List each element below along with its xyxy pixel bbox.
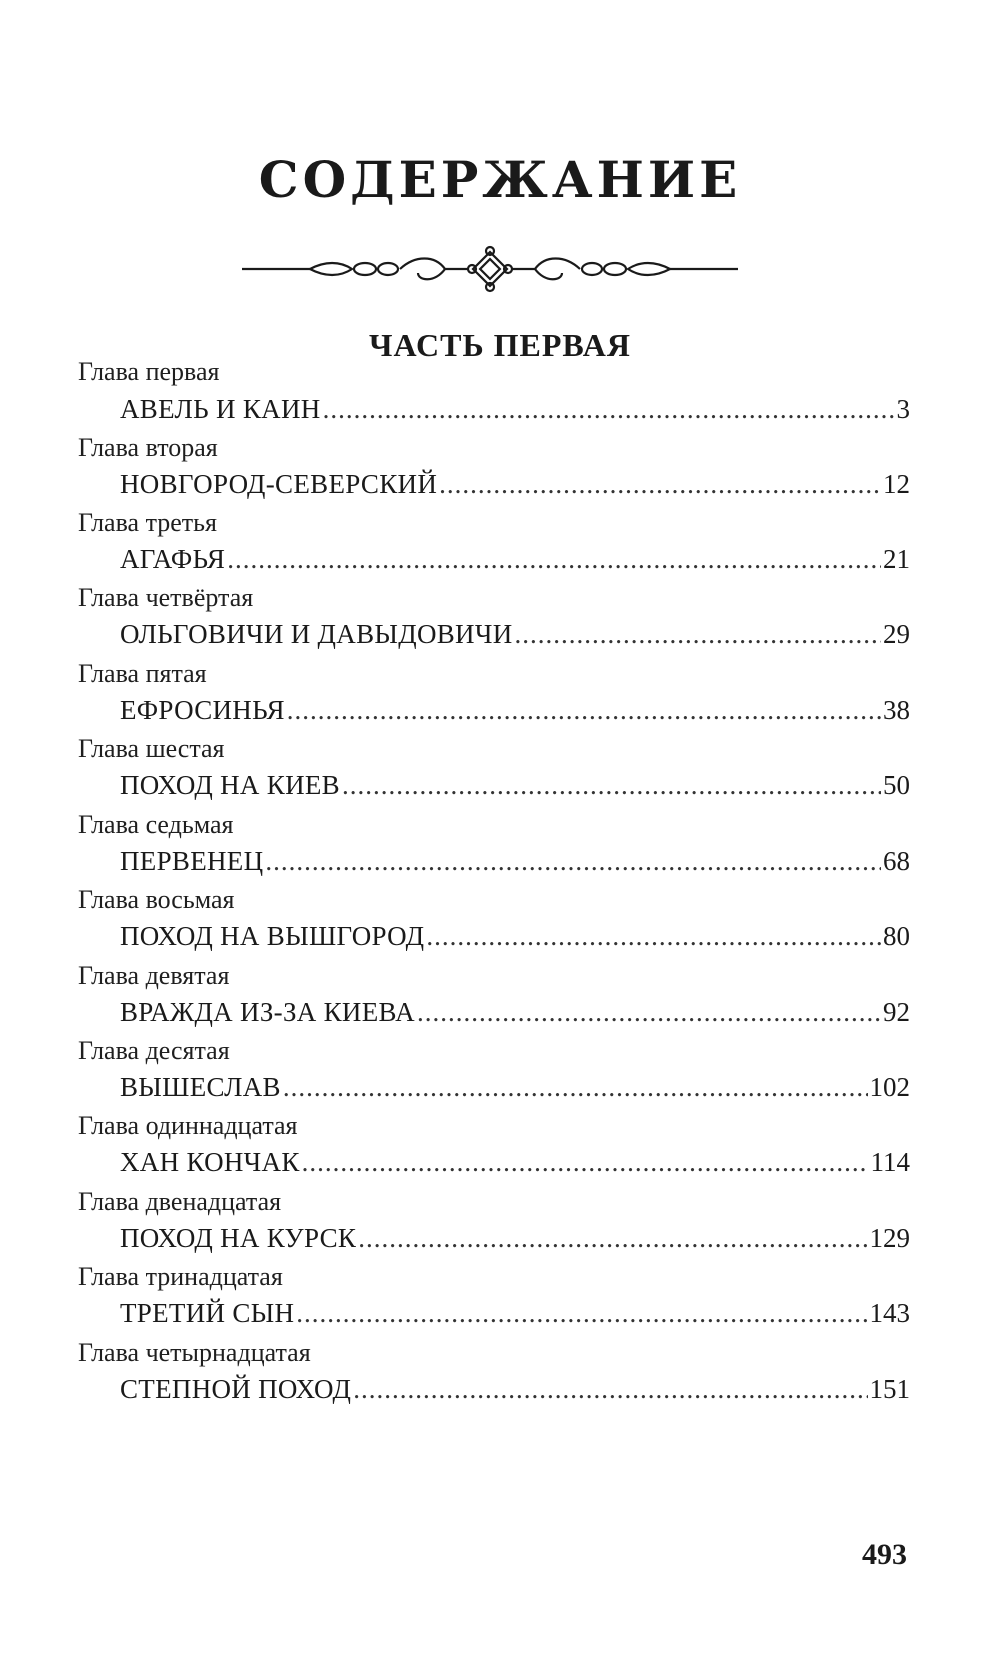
dot-leader [353, 1372, 867, 1406]
toc-entry [120, 392, 910, 426]
page-number: 38 [883, 695, 910, 725]
chapter-label: Глава пятая [78, 659, 207, 688]
dot-leader [296, 1296, 867, 1330]
dot-leader [265, 844, 881, 878]
page-number: 129 [869, 1223, 910, 1253]
page-number: 114 [870, 1147, 910, 1177]
toc-entry [120, 617, 910, 651]
toc-entry [120, 919, 910, 953]
chapter-title: АВЕЛЬ И КАИН [120, 394, 321, 424]
dot-leader [283, 1070, 868, 1104]
chapter-label: Глава двенадцатая [78, 1187, 282, 1216]
toc-entry [120, 844, 910, 878]
toc-entry [120, 1145, 910, 1179]
page-number: 68 [883, 846, 910, 876]
page-number: 21 [883, 544, 910, 574]
dot-leader [417, 995, 881, 1029]
part-heading: ЧАСТЬ ПЕРВАЯ [369, 327, 631, 363]
chapter-title: ВРАЖДА ИЗ-ЗА КИЕВА [120, 997, 415, 1027]
chapter-title: НОВГОРОД-СЕВЕРСКИЙ [120, 469, 438, 499]
page-number: 29 [883, 619, 910, 649]
chapter-title: СТЕПНОЙ ПОХОД [120, 1374, 352, 1404]
page-title: СОДЕРЖАНИЕ [258, 150, 742, 209]
toc-entry [120, 1372, 910, 1406]
page-number: 92 [883, 997, 910, 1027]
dot-leader [439, 467, 881, 501]
chapter-label: Глава шестая [78, 734, 225, 763]
chapter-label: Глава десятая [78, 1036, 230, 1065]
page-number: 12 [883, 469, 910, 499]
toc-entry [120, 542, 910, 576]
toc-entry [120, 768, 910, 802]
page-number: 3 [896, 394, 910, 424]
chapter-label: Глава вторая [78, 433, 218, 462]
chapter-title: ПОХОД НА КИЕВ [120, 770, 340, 800]
dot-leader [515, 617, 882, 651]
dot-leader [342, 768, 881, 802]
dot-leader [358, 1221, 867, 1255]
toc-entry [120, 693, 910, 727]
dot-leader [227, 542, 881, 576]
chapter-title: ТРЕТИЙ СЫН [120, 1298, 295, 1328]
chapter-title: ПЕРВЕНЕЦ [120, 846, 264, 876]
chapter-label: Глава одиннадцатая [78, 1111, 298, 1140]
chapter-title: АГАФЬЯ [120, 544, 226, 574]
chapter-title: ВЫШЕСЛАВ [120, 1072, 281, 1102]
page-number: 50 [883, 770, 910, 800]
chapter-title: ПОХОД НА КУРСК [120, 1223, 357, 1253]
toc-entry [120, 995, 910, 1029]
chapter-label: Глава четырнадцатая [78, 1338, 311, 1367]
dot-leader [323, 392, 895, 426]
chapter-label: Глава девятая [78, 961, 230, 990]
page-number: 143 [869, 1298, 910, 1328]
page-number: 80 [883, 921, 910, 951]
chapter-title: ПОХОД НА ВЫШГОРОД [120, 921, 425, 951]
chapter-label: Глава восьмая [78, 885, 235, 914]
chapter-label: Глава четвёртая [78, 583, 254, 612]
page-number: 102 [869, 1072, 910, 1102]
toc-entry [120, 467, 910, 501]
chapter-label: Глава третья [78, 508, 217, 537]
toc-entry [120, 1296, 910, 1330]
chapter-title: ЕФРОСИНЬЯ [120, 695, 285, 725]
toc-entry [120, 1070, 910, 1104]
chapter-title: ОЛЬГОВИЧИ И ДАВЫДОВИЧИ [120, 619, 513, 649]
chapter-label: Глава тринадцатая [78, 1262, 283, 1291]
chapter-label: Глава первая [78, 357, 220, 386]
chapter-title: ХАН КОНЧАК [120, 1147, 300, 1177]
page-number: 151 [869, 1374, 910, 1404]
toc-entry [120, 1221, 910, 1255]
dot-leader [302, 1145, 869, 1179]
folio-page-number: 493 [862, 1538, 907, 1571]
chapter-label: Глава седьмая [78, 810, 234, 839]
dot-leader [287, 693, 881, 727]
dot-leader [426, 919, 881, 953]
decorative-knot-ornament-icon [240, 245, 740, 293]
